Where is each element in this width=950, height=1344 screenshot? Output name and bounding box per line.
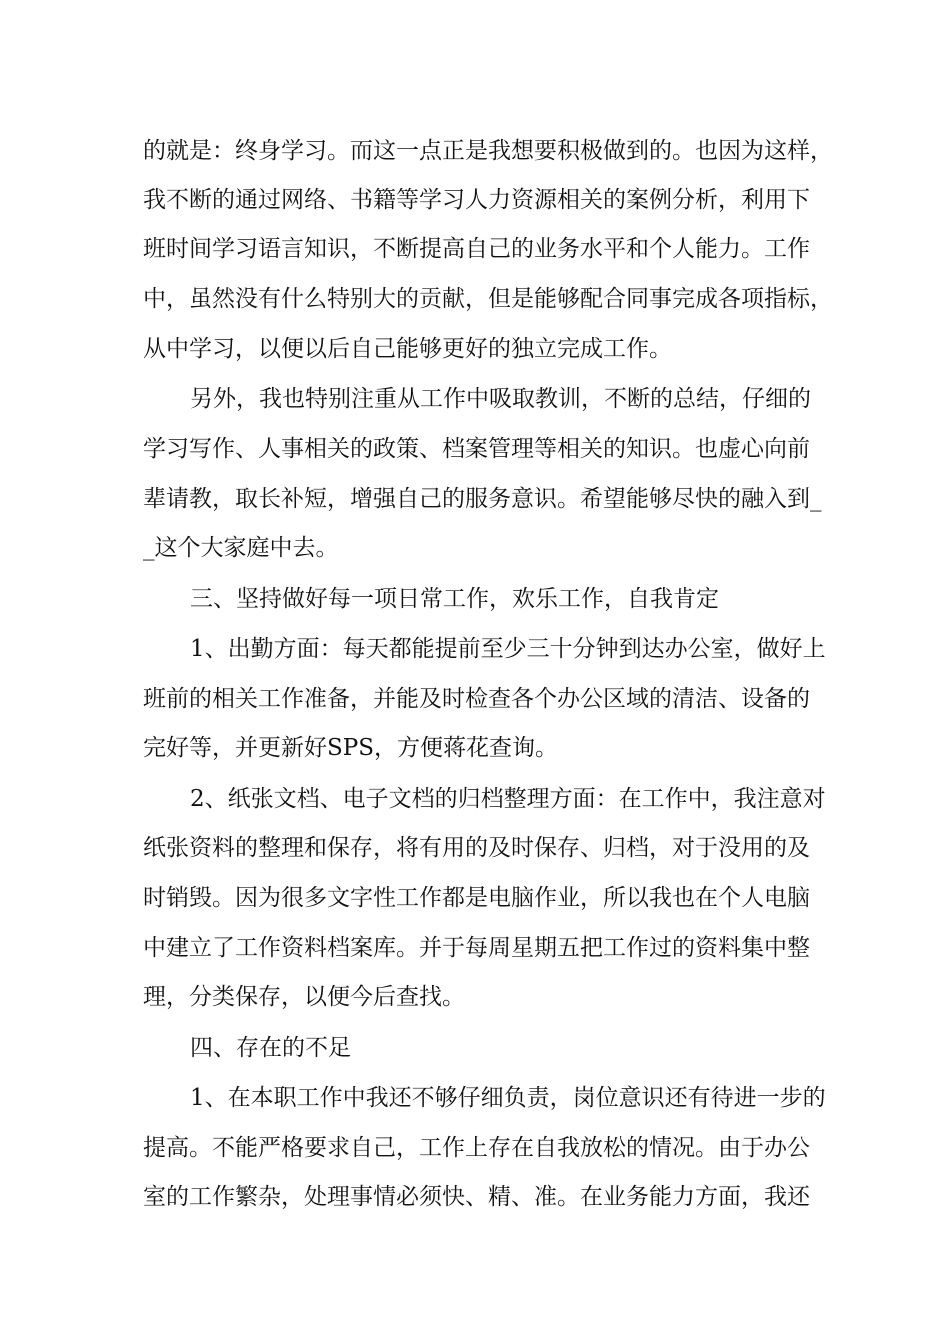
text-line: 我不断的通过网络、书籍等学习人力资源相关的案例分析，利用下 [143,187,810,213]
text-line: 班前的相关工作准备，并能及时检查各个办公区域的清洁、设备的 [143,686,810,712]
text-line: 提高。不能严格要求自己，工作上存在自我放松的情况。由于办公 [143,1135,810,1161]
text-line: 理，分类保存，以便今后查找。 [143,984,465,1010]
section-heading: 三、坚持做好每一项日常工作，欢乐工作，自我肯定 [190,586,719,612]
text-line: 纸张资料的整理和保存，将有用的及时保存、归档，对于没用的及 [143,835,810,861]
text-line: 班时间学习语言知识，不断提高自己的业务水平和个人能力。工作 [143,236,810,262]
text-line: 辈请教，取长补短，增强自己的服务意识。希望能够尽快的融入到_ [143,486,822,512]
text-line: 完好等，并更新好SPS，方便蒋花查询。 [143,735,558,761]
text-line: 时销毁。因为很多文字性工作都是电脑作业，所以我也在个人电脑 [143,885,810,911]
text-line: 中，虽然没有什么特别大的贡献，但是能够配合同事完成各项指标， [143,286,833,312]
text-line: 的就是：终身学习。而这一点正是我想要积极做到的。也因为这样， [143,138,833,164]
text-line: 学习写作、人事相关的政策、档案管理等相关的知识。也虚心向前 [143,436,810,462]
text-line: 室的工作繁杂，处理事情必须快、精、准。在业务能力方面，我还 [143,1184,810,1210]
section-heading: 四、存在的不足 [190,1035,351,1061]
text-line: 另外，我也特别注重从工作中吸取教训，不断的总结，仔细的 [190,386,811,412]
text-line: 从中学习，以便以后自己能够更好的独立完成工作。 [143,336,672,362]
text-line: 2、纸张文档、电子文档的归档整理方面：在工作中，我注意对 [190,786,826,812]
text-line: _这个大家庭中去。 [143,535,339,561]
text-line: 1、在本职工作中我还不够仔细负责，岗位意识还有待进一步的 [190,1085,826,1111]
text-line: 中建立了工作资料档案库。并于每周星期五把工作过的资料集中整 [143,935,810,961]
text-line: 1、出勤方面：每天都能提前至少三十分钟到达办公室，做好上 [190,636,826,662]
